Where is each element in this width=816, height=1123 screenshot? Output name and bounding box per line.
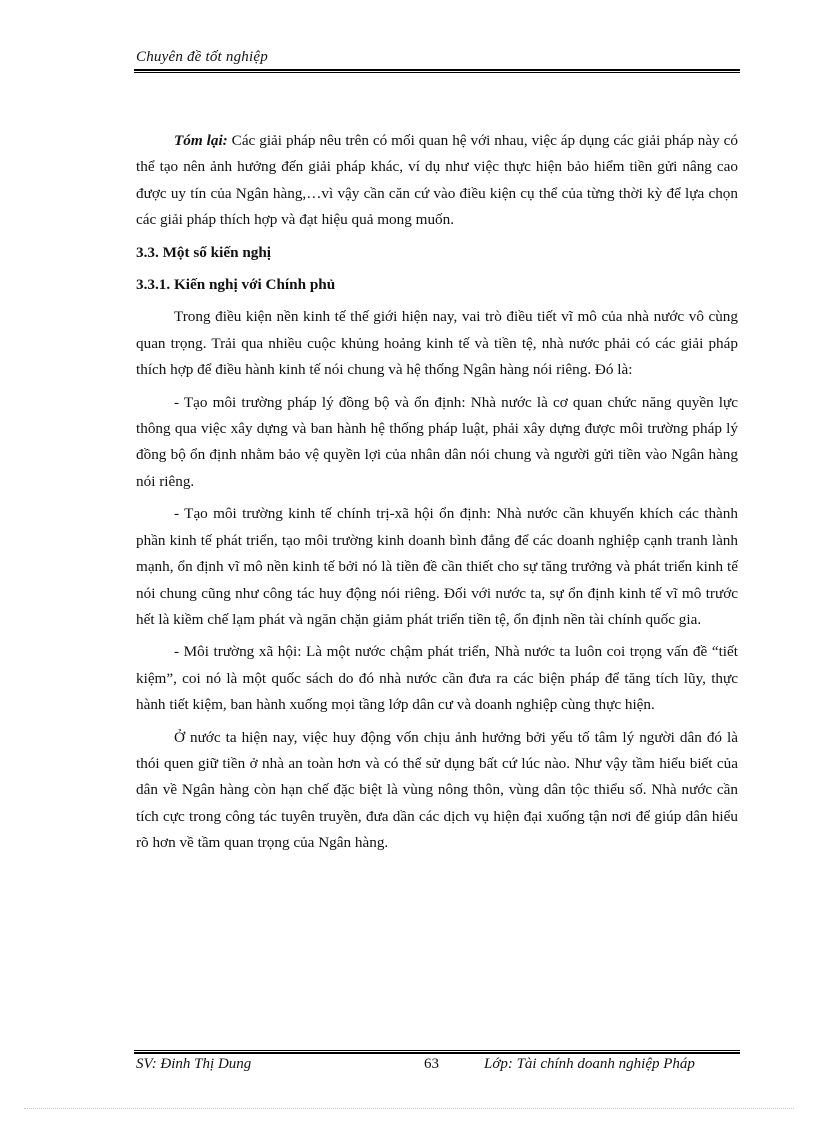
running-header-title: Chuyên đề tốt nghiệp: [136, 49, 268, 65]
body-paragraph: Ở nước ta hiện nay, việc huy động vốn chịu ảnh hưởng bởi yếu tố tâm lý người dân đó là thói quen giữ tiền ở nhà an toàn hơn và có thể sử dụng bất cứ lúc nào. Như vậy tầm hiểu biết của dân về Ngân hàng còn hạn chế đặc biệt là vùng nông thôn, vùng dân tộc thiểu số. Nhà nước cần tích cực trong công tác tuyên truyền, đưa dần các dịch vụ hiện đại xuống tận nơi để giúp dân hiểu rõ hơn về tầm quan trọng của Ngân hàng.: [136, 728, 738, 852]
summary-paragraph: [136, 128, 738, 234]
footer-student: SV: Đinh Thị Dung: [136, 1056, 252, 1072]
body-paragraph: - Môi trường xã hội: Là một nước chậm phát triển, Nhà nước ta luôn coi trọng vấn đề “tiết kiệm”, coi nó là một quốc sách do đó nhà nước cần đưa ra các biện pháp để tăng tích lũy, thực hành tiết kiệm, ban hành xuống mọi tầng lớp dân cư và doanh nghiệp cùng thực hiện.: [136, 643, 738, 714]
body-paragraph: Trong điều kiện nền kinh tế thế giới hiện nay, vai trò điều tiết vĩ mô của nhà nước vô cùng quan trọng. Trải qua nhiều cuộc khủng hoảng kinh tế và tiền tệ, nhà nước phải có các giải pháp thích hợp để điều hành kinh tế nói chung và hệ thống Ngân hàng nói riêng. Đó là:: [136, 308, 738, 379]
subsection-heading: 3.3.1. Kiến nghị với Chính phủ: [136, 276, 336, 294]
footer-rule: [134, 1050, 740, 1054]
summary-text: Các giải pháp nêu trên có mối quan hệ với nhau, việc áp dụng các giải pháp này có thể tạo nên ảnh hưởng đến giải pháp khác, ví dụ như việc thực hiện bảo hiểm tiền gửi nâng cao được uy tín của Ngân hàng,…vì vậy cần căn cứ vào điều kiện cụ thể của từng thời kỳ để lựa chọn các giải pháp thích hợp và đạt hiệu quả mong muốn.: [136, 132, 739, 229]
page-body: [136, 128, 738, 863]
body-paragraph: - Tạo môi trường kinh tế chính trị-xã hội ổn định: Nhà nước cần khuyến khích các thành phần kinh tế phát triển, tạo môi trường kinh doanh bình đẳng để các doanh nghiệp cạnh tranh lành mạnh, ổn định vĩ mô nền kinh tế bởi nó là tiền đề cần thiết cho sự tăng trưởng và phát triển kinh tế nói chung cũng như công tác huy động nói riêng. Đối với nước ta, sự ổn định kinh tế vĩ mô trước hết là kiềm chế lạm phát và ngăn chặn giảm phát triển tiền tệ, ổn định nền tài chính quốc gia.: [136, 505, 738, 628]
header-rule: [134, 69, 740, 73]
summary-lead: Tóm lại:: [174, 132, 228, 149]
section-heading: 3.3. Một số kiến nghị: [136, 243, 272, 261]
body-paragraph: - Tạo môi trường pháp lý đồng bộ và ổn định: Nhà nước là cơ quan chức năng quyền lực thông qua việc xây dựng và ban hành hệ thống pháp luật, phải xây dựng được môi trường pháp lý đồng bộ ổn định nhằm bảo vệ quyền lợi của nhân dân nói chung và người gửi tiền vào Ngân hàng nói riêng.: [136, 393, 738, 490]
footer-page-number: 63: [424, 1056, 439, 1072]
page-border-line: [24, 1108, 794, 1109]
footer-class: Lớp: Tài chính doanh nghiệp Pháp: [484, 1056, 695, 1072]
